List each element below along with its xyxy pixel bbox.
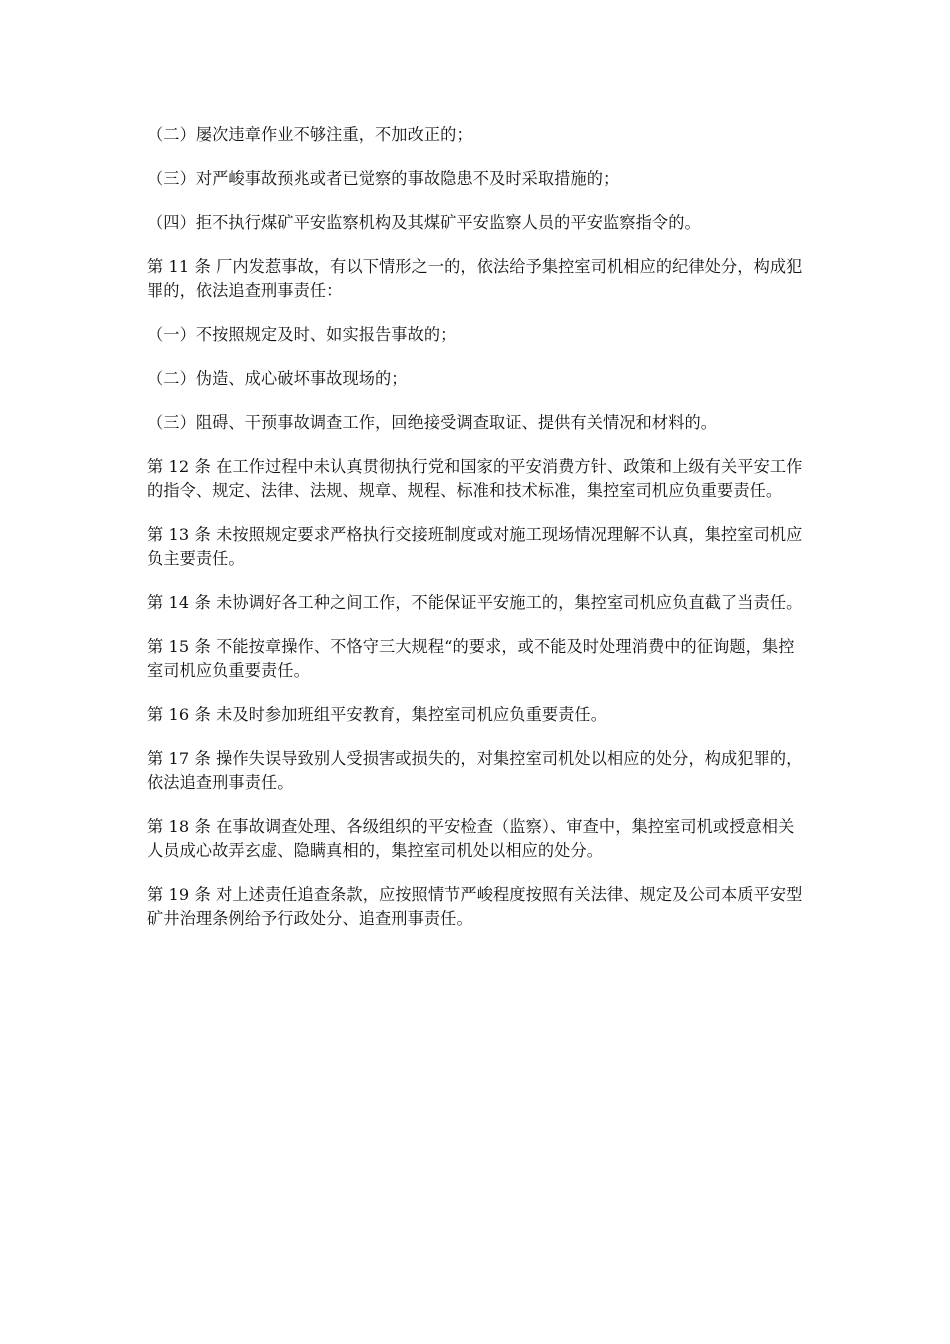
paragraph: （一）不按照规定及时、如实报告事故的； [147,325,457,344]
article-19-paragraph: 第 19 条 对上述责任追查条款，应按照情节严峻程度按照有关法律、规定及公司本质平安型矿井治理条例给予行政处分、追查刑事责任。 [147,885,803,928]
article-13-paragraph: 第 13 条 未按照规定要求严格执行交接班制度或对施工现场情况理解不认真，集控室司机应负主要责任。 [147,525,803,568]
paragraph: （三）阻碍、干预事故调查工作，回绝接受调查取证、提供有关情况和材料的。 [147,413,718,432]
article-14-paragraph: 第 14 条 未协调好各工种之间工作，不能保证平安施工的，集控室司机应负直截了当责任。 [147,593,803,612]
article-15-paragraph: 第 15 条 不能按章操作、不恪守三大规程“的要求，或不能及时处理消费中的征询题，集控室司机应负重要责任。 [147,637,795,680]
document-body [147,123,803,951]
article-18-paragraph: 第 18 条 在事故调查处理、各级组织的平安检查（监察）、审查中，集控室司机或授意相关人员成心故弄玄虚、隐瞒真相的，集控室司机处以相应的处分。 [147,817,795,860]
article-11-paragraph: 第 11 条 厂内发惹事故，有以下情形之一的，依法给予集控室司机相应的纪律处分，构成犯罪的，依法追查刑事责任： [147,257,803,300]
article-17-paragraph: 第 17 条 操作失误导致别人受损害或损失的，对集控室司机处以相应的处分，构成犯罪的，依法追查刑事责任。 [147,749,803,792]
paragraph: （二）伪造、成心破坏事故现场的； [147,369,408,388]
paragraph: （二）屡次违章作业不够注重，不加改正的； [147,125,473,144]
article-16-paragraph: 第 16 条 未及时参加班组平安教育，集控室司机应负重要责任。 [147,705,608,724]
paragraph: （四）拒不执行煤矿平安监察机构及其煤矿平安监察人员的平安监察指令的。 [147,213,701,232]
paragraph: （三）对严峻事故预兆或者已觉察的事故隐患不及时采取措施的； [147,169,620,188]
article-12-paragraph: 第 12 条 在工作过程中未认真贯彻执行党和国家的平安消费方针、政策和上级有关平安工作的指令、规定、法律、法规、规章、规程、标准和技术标准，集控室司机应负重要责任。 [147,457,803,500]
